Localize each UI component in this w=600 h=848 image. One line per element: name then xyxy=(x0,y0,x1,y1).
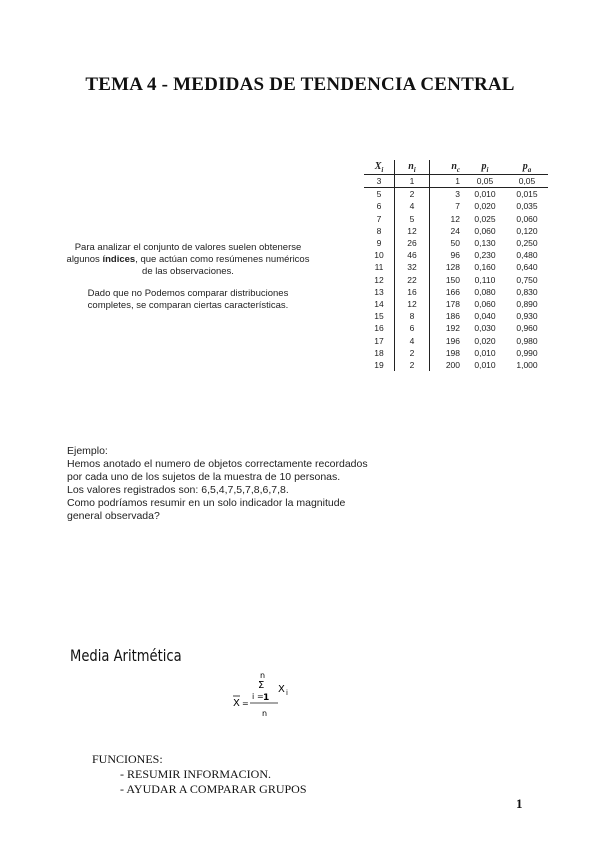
header-ni: $n_i$ xyxy=(395,160,430,175)
table-cell: 0,120 xyxy=(516,225,538,236)
table-cell: 0,830 xyxy=(516,286,538,297)
table-cell: 0,980 xyxy=(516,335,538,346)
table-cell: 22 xyxy=(395,274,430,286)
table-cell: 128 xyxy=(445,262,460,273)
table-cell: 5 xyxy=(364,188,395,201)
table-row xyxy=(364,286,548,298)
table-cell: 0,930 xyxy=(516,311,538,322)
table-cell: 1 xyxy=(395,175,430,188)
table-cell: 26 xyxy=(395,237,430,249)
page-number: 1 xyxy=(516,796,523,811)
table-cell: 9 xyxy=(364,237,395,249)
table-cell: 0,035 xyxy=(516,201,538,212)
table-cell: 0,060 xyxy=(474,298,496,309)
table-cell: 1,000 xyxy=(516,359,538,370)
example-line: general observada? xyxy=(67,510,160,522)
table-cell: 0,040 xyxy=(474,311,496,322)
table-cell: 6 xyxy=(364,200,395,212)
table-cell: 2 xyxy=(395,347,430,359)
funciones-item: - RESUMIR INFORMACION. xyxy=(120,767,272,781)
funciones-item: - AYUDAR A COMPARAR GRUPOS xyxy=(120,782,307,796)
example-line: Hemos anotado el numero de objetos correctamente recordados xyxy=(67,458,368,470)
table-cell: 0,015 xyxy=(516,189,538,200)
table-header-row xyxy=(364,160,548,175)
intro-paragraph-2: Dado que no Podemos comparar distribuciones completes, se comparan ciertas características. xyxy=(87,288,289,311)
table-cell: 0,110 xyxy=(474,274,496,285)
header-pa: $p_a$ xyxy=(506,160,548,175)
table-row xyxy=(364,261,548,273)
table-row xyxy=(364,188,548,201)
formula-lower-1: 1 xyxy=(263,693,270,703)
table-cell: 3 xyxy=(455,189,460,200)
table-cell: 0,160 xyxy=(474,262,496,273)
formula-sigma: Σ xyxy=(258,680,265,691)
header-nc: $n_c$ xyxy=(430,160,465,175)
table-cell: 166 xyxy=(445,286,460,297)
table-cell: 0,030 xyxy=(474,323,496,334)
table-cell: 18 xyxy=(364,347,395,359)
table-cell: 0,230 xyxy=(474,250,496,261)
table-cell: 12 xyxy=(395,298,430,310)
example-line: Los valores registrados son: 6,5,4,7,5,7,8,6,7,8. xyxy=(67,484,289,496)
table-cell: 12 xyxy=(395,225,430,237)
formula-x-sub: i xyxy=(286,689,288,697)
table-cell: 178 xyxy=(445,298,460,309)
table-cell: 16 xyxy=(395,286,430,298)
table-cell: 0,010 xyxy=(474,347,496,358)
table-cell: 0,130 xyxy=(474,238,496,249)
table-cell: 0,010 xyxy=(474,189,496,200)
table-cell: 8 xyxy=(395,310,430,322)
formula-eq: = xyxy=(242,699,249,708)
formula-lower-i: i xyxy=(252,692,255,701)
table-body xyxy=(364,175,548,372)
formula-upper: n xyxy=(260,671,266,680)
table-cell: 200 xyxy=(445,359,460,370)
table-cell: 14 xyxy=(364,298,395,310)
table-cell: 0,250 xyxy=(516,238,538,249)
intro-text-part: , que actúan como resúmenes numéricos de las observaciones. xyxy=(135,254,310,277)
table-cell: 12 xyxy=(364,274,395,286)
formula-denominator: n xyxy=(262,709,268,718)
intro-text xyxy=(64,242,312,322)
table-cell: 0,890 xyxy=(516,298,538,309)
table-cell: 2 xyxy=(395,359,430,371)
table-cell: 0,990 xyxy=(516,347,538,358)
formula-lhs: X xyxy=(233,698,240,709)
table-cell: 0,020 xyxy=(474,335,496,346)
table-cell: 6 xyxy=(395,322,430,334)
table-cell: 0,025 xyxy=(474,213,496,224)
table-cell: 4 xyxy=(395,334,430,346)
media-aritmetica-title: Media Aritmética xyxy=(70,646,182,665)
table-cell: 5 xyxy=(395,213,430,225)
table-cell: 24 xyxy=(450,225,460,236)
table-row xyxy=(364,175,548,188)
table-row xyxy=(364,334,548,346)
table-row xyxy=(364,249,548,261)
table-cell: 11 xyxy=(364,261,395,273)
table-row xyxy=(364,237,548,249)
table-cell: 19 xyxy=(364,359,395,371)
table-cell: 7 xyxy=(364,213,395,225)
formula-lower-eq: = xyxy=(257,692,264,701)
table-row xyxy=(364,225,548,237)
table-row xyxy=(364,310,548,322)
table-cell: 196 xyxy=(445,335,460,346)
table-cell: 32 xyxy=(395,261,430,273)
table-row xyxy=(364,213,548,225)
table-cell: 46 xyxy=(395,249,430,261)
table-cell: 0,640 xyxy=(516,262,538,273)
table-cell: 7 xyxy=(455,201,460,212)
funciones-section xyxy=(92,752,307,797)
table-cell: 13 xyxy=(364,286,395,298)
page-title: TEMA 4 - MEDIDAS DE TENDENCIA CENTRAL xyxy=(85,74,515,95)
table-cell: 16 xyxy=(364,322,395,334)
table-cell: 0,060 xyxy=(516,213,538,224)
table-cell: 0,080 xyxy=(474,286,496,297)
table-cell: 1 xyxy=(430,175,465,188)
table-row xyxy=(364,274,548,286)
table-cell: 198 xyxy=(445,347,460,358)
table-cell: 0,05 xyxy=(506,175,548,188)
table-cell: 0,060 xyxy=(474,225,496,236)
example-text xyxy=(67,445,407,523)
table-cell: 0,020 xyxy=(474,201,496,212)
table-cell: 15 xyxy=(364,310,395,322)
table-row xyxy=(364,322,548,334)
intro-text-part: Para analizar el conjunto de valores suelen obtenerse algunos xyxy=(66,242,302,265)
table-cell: 50 xyxy=(450,238,460,249)
table-cell: 0,010 xyxy=(474,359,496,370)
intro-paragraph-1 xyxy=(64,242,312,278)
formula-x: X xyxy=(278,684,285,695)
table-cell: 12 xyxy=(450,213,460,224)
example-heading: Ejemplo: xyxy=(67,445,108,457)
table-cell: 0,750 xyxy=(516,274,538,285)
table-cell: 17 xyxy=(364,334,395,346)
table-cell: 10 xyxy=(364,249,395,261)
table-cell: 4 xyxy=(395,200,430,212)
header-xi: $X_i$ xyxy=(364,160,395,175)
table-cell: 0,480 xyxy=(516,250,538,261)
frequency-table xyxy=(364,160,548,371)
table-cell: 96 xyxy=(450,250,460,261)
table-cell: 186 xyxy=(445,311,460,322)
table-row xyxy=(364,359,548,371)
table-row xyxy=(364,200,548,212)
table-cell: 8 xyxy=(364,225,395,237)
funciones-heading: FUNCIONES: xyxy=(92,752,163,766)
table-row xyxy=(364,347,548,359)
table-cell: 150 xyxy=(445,274,460,285)
table-cell: 192 xyxy=(445,323,460,334)
example-line: Como podríamos resumir en un solo indicador la magnitude xyxy=(67,497,346,509)
header-pi: $p_i$ xyxy=(464,160,506,175)
table-cell: 0,05 xyxy=(464,175,506,188)
table-cell: 2 xyxy=(395,188,430,201)
intro-bold-term: índices xyxy=(102,254,136,265)
table-cell: 3 xyxy=(364,175,395,188)
table-row xyxy=(364,298,548,310)
mean-formula xyxy=(230,666,300,718)
example-line: por cada uno de los sujetos de la muestra de 10 personas. xyxy=(67,471,341,483)
table-cell: 0,960 xyxy=(516,323,538,334)
